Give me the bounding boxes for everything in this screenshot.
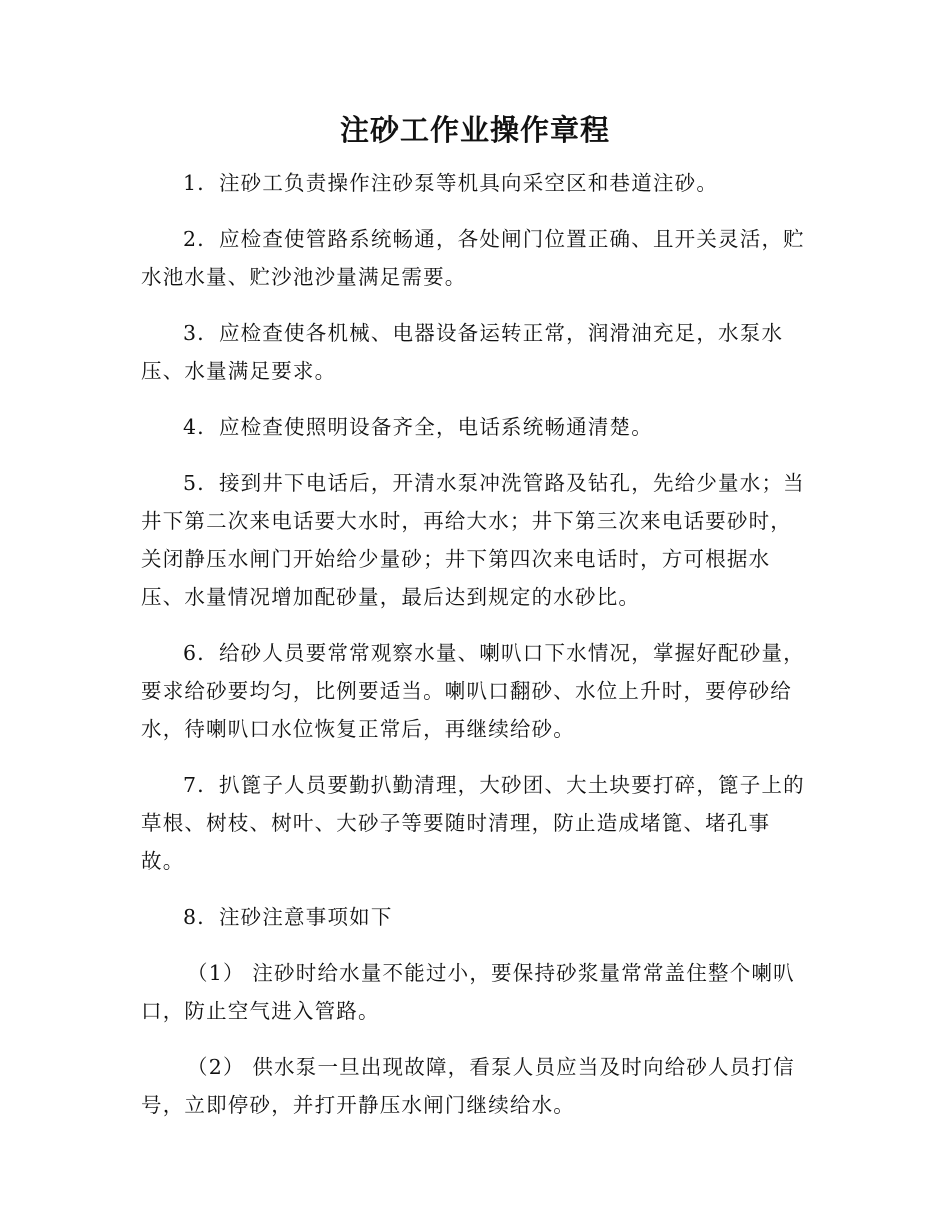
paragraph-8: 8．注砂注意事项如下 bbox=[183, 905, 393, 929]
paragraph-4: 4．应检查使照明设备齐全，电话系统畅通清楚。 bbox=[183, 415, 653, 439]
paragraph-6: 6．给砂人员要常常观察水量、喇叭口下水情况，掌握好配砂量，要求给砂要均匀，比例要适当。喇叭口翻砂、水位上升时，要停砂给水，待喇叭口水位恢复正常后，再继续给砂。 bbox=[141, 641, 805, 741]
paragraph-3: 3．应检查使各机械、电器设备运转正常，润滑油充足，水泵水压、水量满足要求。 bbox=[141, 321, 784, 383]
paragraph-5: 5．接到井下电话后，开清水泵冲洗管路及钻孔，先给少量水；当井下第二次来电话要大水时，再给大水；井下第三次来电话要砂时，关闭静压水闸门开始给少量砂；井下第四次来电话时，方可根据水压、水量情况增加配砂量，最后达到规定的水砂比。 bbox=[141, 471, 805, 609]
paragraph-2: 2．应检查使管路系统畅通，各处闸门位置正确、且开关灵活，贮水池水量、贮沙池沙量满足需要。 bbox=[141, 227, 805, 289]
document-title: 注砂工作业操作章程 bbox=[339, 113, 610, 147]
document-body bbox=[141, 164, 809, 1142]
paragraph-7: 7．扒篦子人员要勤扒勤清理，大砂团、大土块要打碎，篦子上的草根、树枝、树叶、大砂子等要随时清理，防止造成堵篦、堵孔事故。 bbox=[141, 773, 805, 873]
paragraph-1: 1．注砂工负责操作注砂泵等机具向采空区和巷道注砂。 bbox=[183, 171, 719, 195]
sub-item-1: （1） 注砂时给水量不能过小，要保持砂浆量常常盖住整个喇叭口，防止空气进入管路。 bbox=[141, 961, 795, 1023]
sub-item-2: （2） 供水泵一旦出现故障，看泵人员应当及时向给砂人员打信号，立即停砂，并打开静压水闸门继续给水。 bbox=[141, 1055, 795, 1117]
